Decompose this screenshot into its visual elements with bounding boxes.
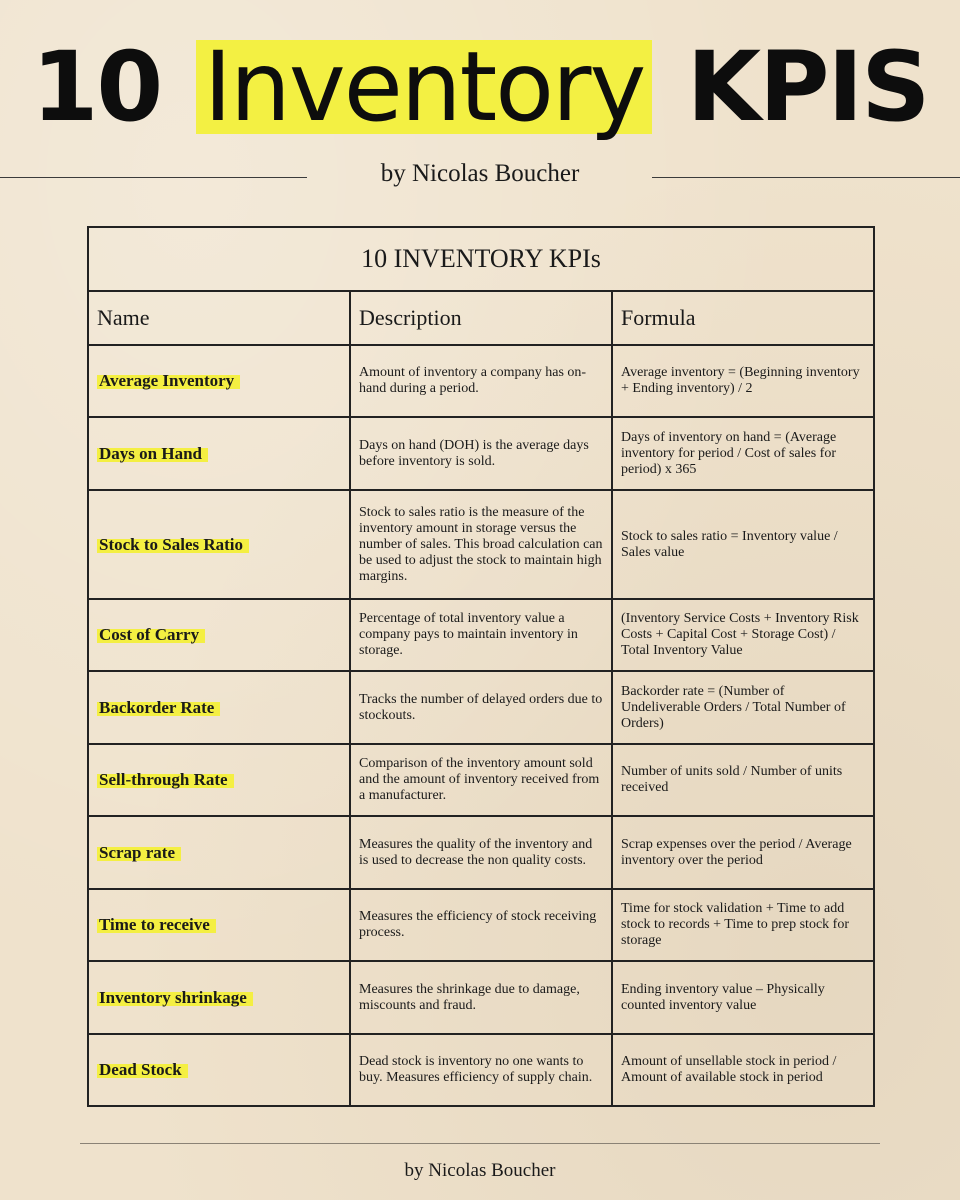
table-row xyxy=(88,599,874,671)
kpi-name-cell xyxy=(88,744,350,816)
kpi-table xyxy=(87,226,875,1107)
kpi-name-cell xyxy=(88,889,350,961)
kpi-description: Measures the shrinkage due to damage, miscounts and fraud. xyxy=(350,961,612,1034)
kpi-formula: Amount of unsellable stock in period / Amount of available stock in period xyxy=(612,1034,874,1106)
kpi-formula: Time for stock validation + Time to add stock to records + Time to prep stock for storage xyxy=(612,889,874,961)
kpi-formula: Average inventory = (Beginning inventory + Ending inventory) / 2 xyxy=(612,345,874,417)
byline-bottom: by Nicolas Boucher xyxy=(404,1160,556,1181)
kpi-formula: Days of inventory on hand = (Average inventory for period / Cost of sales for period) x 365 xyxy=(612,417,874,490)
kpi-description: Amount of inventory a company has on-hand during a period. xyxy=(350,345,612,417)
byline-top xyxy=(0,160,960,188)
kpi-name: Average Inventory xyxy=(97,371,240,390)
kpi-description: Comparison of the inventory amount sold and the amount of inventory received from a manufacturer. xyxy=(350,744,612,816)
kpi-formula: Number of units sold / Number of units received xyxy=(612,744,874,816)
kpi-description: Days on hand (DOH) is the average days before inventory is sold. xyxy=(350,417,612,490)
kpi-name-cell xyxy=(88,599,350,671)
kpi-formula: Ending inventory value – Physically counted inventory value xyxy=(612,961,874,1034)
title-highlight-word: Inventory xyxy=(196,31,653,143)
table-row xyxy=(88,961,874,1034)
kpi-name-cell xyxy=(88,816,350,889)
kpi-name: Dead Stock xyxy=(97,1060,188,1079)
kpi-formula: Backorder rate = (Number of Undeliverable Orders / Total Number of Orders) xyxy=(612,671,874,744)
kpi-description: Stock to sales ratio is the measure of the inventory amount in storage versus the number of sales. This broad calculation can be used to adjust the stock to maintain high margins. xyxy=(350,490,612,599)
kpi-formula: Stock to sales ratio = Inventory value / Sales value xyxy=(612,490,874,599)
kpi-name-cell xyxy=(88,1034,350,1106)
kpi-description: Measures the quality of the inventory and is used to decrease the non quality costs. xyxy=(350,816,612,889)
kpi-name: Time to receive xyxy=(97,915,216,934)
table-row xyxy=(88,889,874,961)
kpi-description: Percentage of total inventory value a company pays to maintain inventory in storage. xyxy=(350,599,612,671)
table-row xyxy=(88,345,874,417)
footer-divider xyxy=(80,1143,880,1144)
kpi-name-cell xyxy=(88,345,350,417)
column-header-name: Name xyxy=(88,291,350,345)
kpi-name: Scrap rate xyxy=(97,843,181,862)
column-header-description: Description xyxy=(350,291,612,345)
table-row xyxy=(88,417,874,490)
kpi-name-cell xyxy=(88,417,350,490)
table-row xyxy=(88,816,874,889)
kpi-name: Cost of Carry xyxy=(97,625,205,644)
kpi-name-cell xyxy=(88,490,350,599)
table-caption: 10 INVENTORY KPIs xyxy=(88,227,874,291)
kpi-name: Inventory shrinkage xyxy=(97,988,253,1007)
kpi-name: Sell-through Rate xyxy=(97,770,234,789)
table-row xyxy=(88,671,874,744)
kpi-name-cell xyxy=(88,961,350,1034)
kpi-description: Measures the efficiency of stock receiving process. xyxy=(350,889,612,961)
byline-top-text: by Nicolas Boucher xyxy=(380,160,580,187)
kpi-formula: (Inventory Service Costs + Inventory Risk Costs + Capital Cost + Storage Cost) / Total Inventory Value xyxy=(612,599,874,671)
kpi-description: Dead stock is inventory no one wants to buy. Measures efficiency of supply chain. xyxy=(350,1034,612,1106)
kpi-name: Days on Hand xyxy=(97,444,208,463)
column-header-formula: Formula xyxy=(612,291,874,345)
table-row xyxy=(88,744,874,816)
kpi-name: Backorder Rate xyxy=(97,698,220,717)
page-title xyxy=(0,32,960,142)
kpi-name-cell xyxy=(88,671,350,744)
kpi-name: Stock to Sales Ratio xyxy=(97,535,249,554)
title-number: 10 xyxy=(31,31,162,143)
table-row xyxy=(88,1034,874,1106)
title-kpis-word: KPIS xyxy=(686,31,929,143)
kpi-description: Tracks the number of delayed orders due to stockouts. xyxy=(350,671,612,744)
table-row xyxy=(88,490,874,599)
kpi-formula: Scrap expenses over the period / Average inventory over the period xyxy=(612,816,874,889)
